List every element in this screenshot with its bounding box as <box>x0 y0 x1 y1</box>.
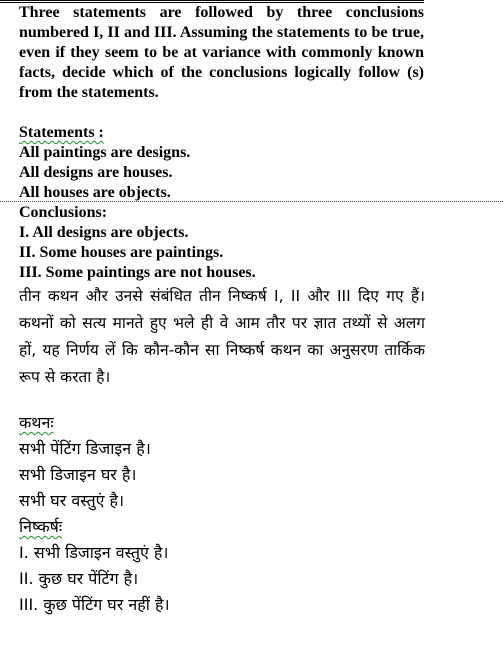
hindi-statements-heading-text: कथनः <box>19 413 54 432</box>
hindi-statement-1: सभी पेंटिंग डिजाइन है। <box>19 439 151 458</box>
statements-heading-text: Statements : <box>19 124 104 141</box>
conclusion-3: III. Some paintings are not houses. <box>19 264 256 281</box>
hindi-conclusion-3: III. कुछ पेंटिंग घर नहीं है। <box>19 595 170 614</box>
statement-1: All paintings are designs. <box>19 144 191 161</box>
conclusions-heading: Conclusions: <box>19 204 108 221</box>
conclusion-2: II. Some houses are paintings. <box>19 244 224 261</box>
english-instructions: Three statements are followed by three conclusions numbered I, II and III. Assuming the statements to be true, even if they seem to be at variance with commonly known facts, decide which of the conclusions logically follow (s) from the statements. <box>19 4 424 101</box>
hindi-conclusion-2: II. कुछ घर पेंटिंग है। <box>19 569 139 588</box>
hindi-instructions: तीन कथन और उनसे संबंधित तीन निष्कर्ष I, II और III दिए गए हैं। कथनों को सत्य मानते हुए भले ही वे आम तौर पर ज्ञात तथ्यों से अलग हों, यह निर्णय लें कि कौन-कौन सा निष्कर्ष कथन का अनुसरण तार्किक रूप से करता है। <box>19 287 425 386</box>
statement-3: All houses are objects. <box>19 184 171 201</box>
hindi-conclusions-heading <box>19 514 62 540</box>
conclusion-1: I. All designs are objects. <box>19 224 189 241</box>
statement-2: All designs are houses. <box>19 164 173 181</box>
hindi-conclusion-1: I. सभी डिजाइन वस्तुएं है। <box>19 543 169 562</box>
section-divider <box>0 201 503 202</box>
statements-heading <box>19 123 104 143</box>
hindi-statement-3: सभी घर वस्तुएं है। <box>19 491 125 510</box>
hindi-conclusions-heading-text: निष्कर्षः <box>19 517 63 536</box>
hindi-statement-2: सभी डिजाइन घर है। <box>19 465 137 484</box>
hindi-statements-heading <box>19 410 54 436</box>
